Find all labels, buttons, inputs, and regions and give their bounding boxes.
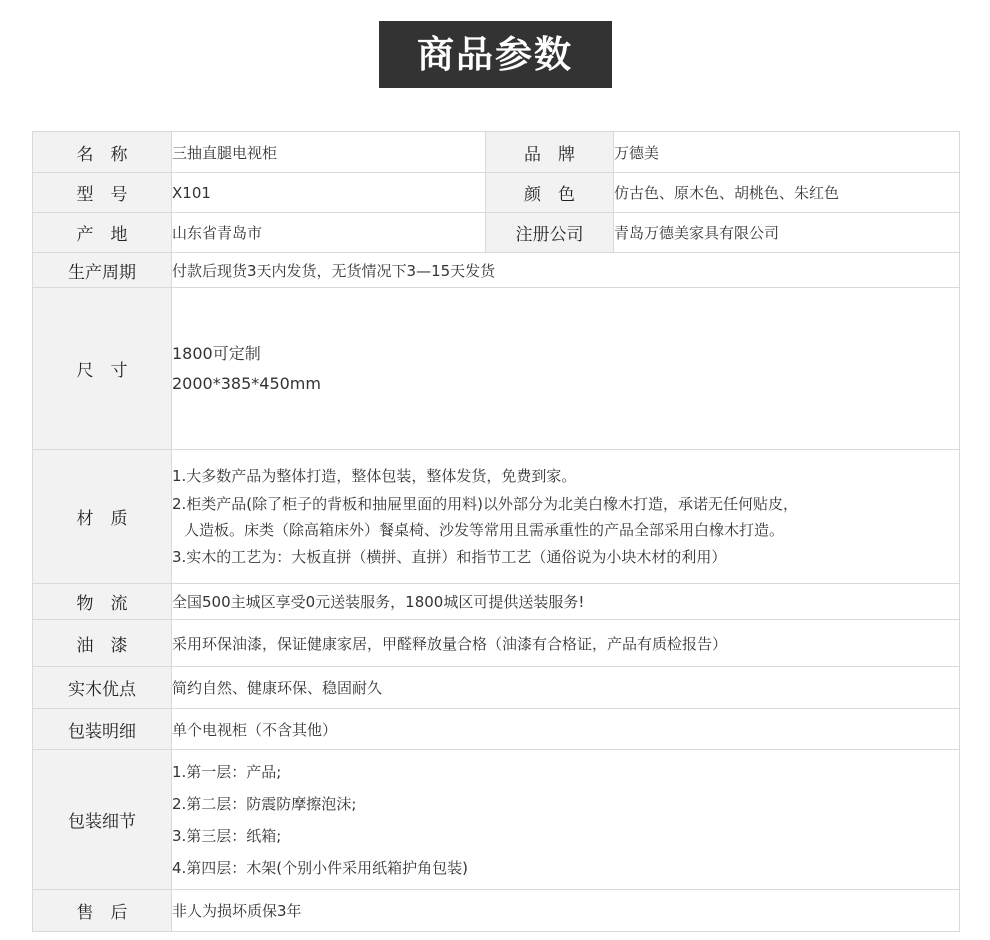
row-paint bbox=[33, 620, 960, 667]
label-cycle: 生产周期 bbox=[33, 253, 172, 288]
label-company: 注册公司 bbox=[486, 213, 614, 253]
value-package-list: 单个电视柜（不含其他） bbox=[172, 709, 960, 750]
label-paint: 油 漆 bbox=[33, 620, 172, 667]
material-line: 人造板。床类（除高箱床外）餐桌椅、沙发等常用且需承重性的产品全部采用白橡木打造。 bbox=[184, 520, 785, 539]
label-brand: 品 牌 bbox=[486, 132, 614, 173]
package-detail-line: 3.第三层：纸箱; bbox=[172, 826, 282, 845]
value-name: 三抽直腿电视柜 bbox=[172, 132, 486, 173]
package-detail-line: 2.第二层：防震防摩擦泡沫; bbox=[172, 794, 357, 813]
row-package-detail bbox=[33, 750, 960, 890]
value-brand: 万德美 bbox=[614, 132, 960, 173]
value-paint: 采用环保油漆，保证健康家居，甲醛释放量合格（油漆有合格证，产品有质检报告） bbox=[172, 620, 960, 667]
value-after-sale: 非人为损坏质保3年 bbox=[172, 890, 960, 932]
label-package-detail: 包装细节 bbox=[33, 750, 172, 890]
row-material bbox=[33, 450, 960, 584]
params-table bbox=[32, 131, 960, 932]
label-material: 材 质 bbox=[33, 450, 172, 584]
row-advantage bbox=[33, 667, 960, 709]
value-origin: 山东省青岛市 bbox=[172, 213, 486, 253]
label-after-sale: 售 后 bbox=[33, 890, 172, 932]
value-material bbox=[172, 450, 960, 584]
value-logistics: 全国500主城区享受0元送装服务，1800城区可提供送装服务! bbox=[172, 584, 960, 620]
value-company: 青岛万德美家具有限公司 bbox=[614, 213, 960, 253]
material-line: 1.大多数产品为整体打造，整体包装，整体发货，免费到家。 bbox=[172, 466, 577, 485]
row-package-list bbox=[33, 709, 960, 750]
value-package-detail bbox=[172, 750, 960, 890]
row-model-color bbox=[33, 173, 960, 213]
value-model: X101 bbox=[172, 173, 486, 213]
row-origin-company bbox=[33, 213, 960, 253]
size-line: 2000*385*450mm bbox=[172, 373, 321, 393]
material-line: 2.柜类产品(除了柜子的背板和抽屉里面的用料)以外部分为北美白橡木打造，承诺无任何贴皮， bbox=[172, 494, 799, 513]
package-detail-line: 1.第一层：产品; bbox=[172, 762, 282, 781]
material-line: 3.实木的工艺为：大板直拼（横拼、直拼）和指节工艺（通俗说为小块木材的利用） bbox=[172, 547, 727, 566]
value-size bbox=[172, 288, 960, 450]
label-model: 型 号 bbox=[33, 173, 172, 213]
label-name: 名 称 bbox=[33, 132, 172, 173]
package-detail-line: 4.第四层：木架(个别小件采用纸箱护角包装) bbox=[172, 858, 469, 877]
size-line: 1800可定制 bbox=[172, 343, 261, 363]
label-advantage: 实木优点 bbox=[33, 667, 172, 709]
value-cycle: 付款后现货3天内发货，无货情况下3—15天发货 bbox=[172, 253, 960, 288]
value-color: 仿古色、原木色、胡桃色、朱红色 bbox=[614, 173, 960, 213]
label-logistics: 物 流 bbox=[33, 584, 172, 620]
title-wrap bbox=[0, 21, 990, 88]
row-after-sale bbox=[33, 890, 960, 932]
label-package-list: 包装明细 bbox=[33, 709, 172, 750]
label-color: 颜 色 bbox=[486, 173, 614, 213]
label-size: 尺 寸 bbox=[33, 288, 172, 450]
label-origin: 产 地 bbox=[33, 213, 172, 253]
page-title: 商品参数 bbox=[379, 21, 612, 88]
row-name-brand bbox=[33, 132, 960, 173]
value-advantage: 简约自然、健康环保、稳固耐久 bbox=[172, 667, 960, 709]
row-cycle bbox=[33, 253, 960, 288]
row-size bbox=[33, 288, 960, 450]
row-logistics bbox=[33, 584, 960, 620]
